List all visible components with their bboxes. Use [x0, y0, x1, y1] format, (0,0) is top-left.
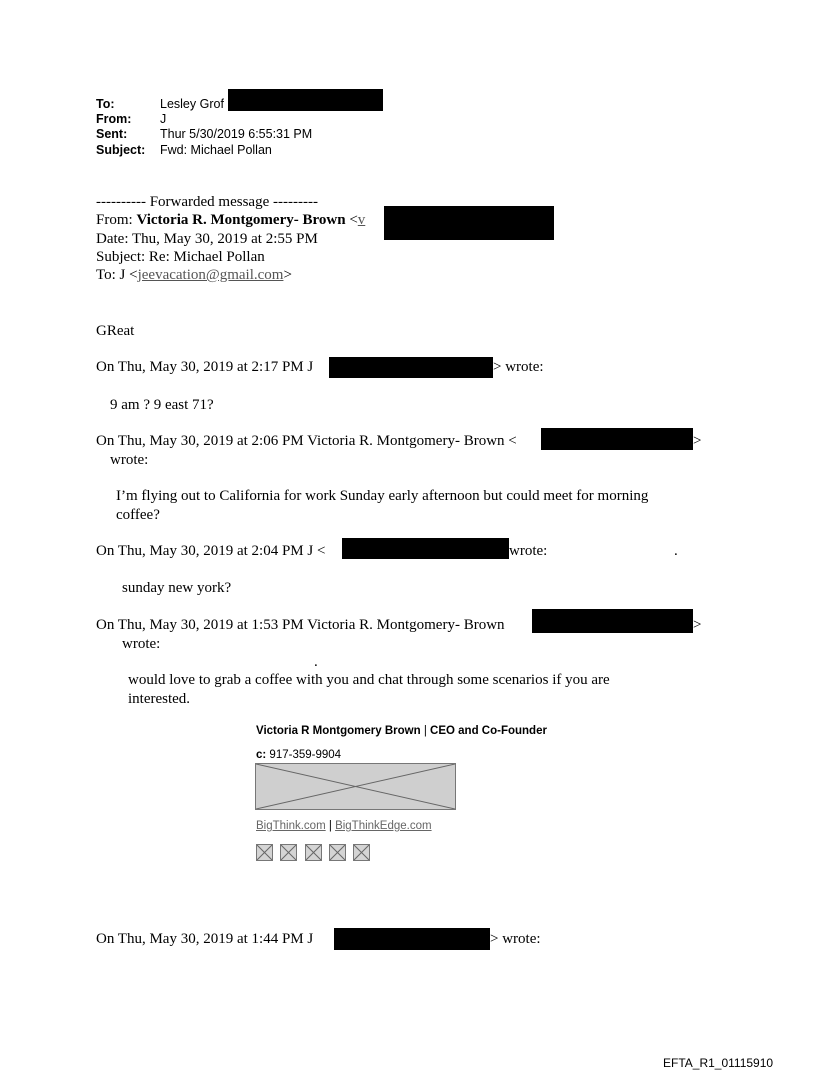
forwarded-from-name: Victoria R. Montgomery- Brown — [136, 212, 346, 228]
quote-text-line: would love to grab a coffee with you and chat through some scenarios if you are — [128, 672, 610, 688]
sent-value: Thur 5/30/2019 6:55:31 PM — [160, 127, 313, 141]
broken-image-icon — [256, 764, 455, 809]
from-value: J — [160, 112, 167, 126]
quote-text-line: interested. — [128, 691, 191, 707]
reply-text: GReat — [96, 323, 135, 339]
social-icon[interactable] — [256, 844, 273, 861]
phone-value: 917-359-9904 — [266, 749, 342, 761]
quote-header: On Thu, May 30, 2019 at 2:17 PM J — [96, 359, 314, 375]
forwarded-date: Date: Thu, May 30, 2019 at 2:55 PM — [96, 231, 318, 247]
quote-header-suffix: wrote: — [509, 543, 548, 559]
quote-text-line: I’m flying out to California for work Sunday early afternoon but could meet for morning — [116, 488, 649, 504]
forwarded-to-line — [96, 266, 292, 284]
redaction-box — [329, 357, 493, 378]
signature-name: Victoria R Montgomery Brown — [256, 725, 421, 737]
quote-header: On Thu, May 30, 2019 at 2:04 PM J < — [96, 543, 326, 559]
redaction-box — [342, 538, 509, 559]
subject-label: Subject: — [96, 143, 146, 157]
to-value: Lesley Grof — [160, 97, 224, 111]
forwarded-subject: Subject: Re: Michael Pollan — [96, 249, 265, 265]
quote-text: sunday new york? — [122, 580, 232, 596]
quote-wrote: wrote: — [122, 636, 161, 652]
redaction-box — [228, 89, 383, 111]
social-icon[interactable] — [353, 844, 370, 861]
quote-header: On Thu, May 30, 2019 at 2:06 PM Victoria R. Montgomery- Brown < — [96, 433, 517, 449]
bigthink-link[interactable]: BigThink.com — [256, 820, 326, 832]
phone-label: c: — [256, 749, 267, 761]
quote-header-suffix: > wrote: — [490, 931, 541, 947]
forwarded-from-prefix: From: — [96, 212, 137, 228]
social-icon[interactable] — [280, 844, 297, 861]
quote-text-line: coffee? — [116, 507, 160, 523]
quote-wrote: wrote: — [110, 452, 149, 468]
stray-dot: . — [674, 543, 678, 559]
forwarded-to-suffix: > — [283, 267, 292, 283]
forwarded-from-lt: < — [345, 212, 358, 228]
quote-header: On Thu, May 30, 2019 at 1:53 PM Victoria R. Montgomery- Brown — [96, 617, 505, 633]
quote-header: On Thu, May 30, 2019 at 1:44 PM J — [96, 931, 314, 947]
social-icon[interactable] — [305, 844, 322, 861]
to-label: To: — [96, 97, 115, 111]
broken-image-placeholder — [255, 763, 456, 810]
signature-title-line — [256, 725, 547, 737]
stray-dot: . — [314, 654, 318, 670]
quote-header-suffix: > — [693, 433, 702, 449]
redaction-box — [541, 428, 693, 450]
quote-text: 9 am ? 9 east 71? — [110, 397, 214, 413]
signature-phone — [256, 749, 341, 761]
redaction-box — [532, 609, 693, 633]
bigthinkedge-link[interactable]: BigThinkEdge.com — [335, 820, 432, 832]
sent-label: Sent: — [96, 127, 128, 141]
from-label: From: — [96, 112, 132, 126]
link-separator: | — [325, 820, 336, 832]
forwarded-to-email[interactable]: jeevacation@gmail.com — [137, 267, 284, 283]
redaction-box — [384, 206, 554, 240]
forwarded-to-prefix: To: J < — [96, 267, 138, 283]
quote-header-suffix: > — [693, 617, 702, 633]
document-id: EFTA_R1_01115910 — [663, 1056, 774, 1070]
social-icon[interactable] — [329, 844, 346, 861]
signature-links — [256, 820, 432, 832]
quote-header-suffix: > wrote: — [493, 359, 544, 375]
subject-value: Fwd: Michael Pollan — [160, 143, 272, 157]
forwarded-from-email[interactable]: v — [357, 212, 366, 228]
signature-separator: | — [420, 725, 431, 737]
forwarded-banner: ---------- Forwarded message --------- — [96, 194, 318, 210]
redaction-box — [334, 928, 490, 950]
forwarded-from-line — [96, 211, 365, 229]
signature-title: CEO and Co-Founder — [430, 725, 547, 737]
